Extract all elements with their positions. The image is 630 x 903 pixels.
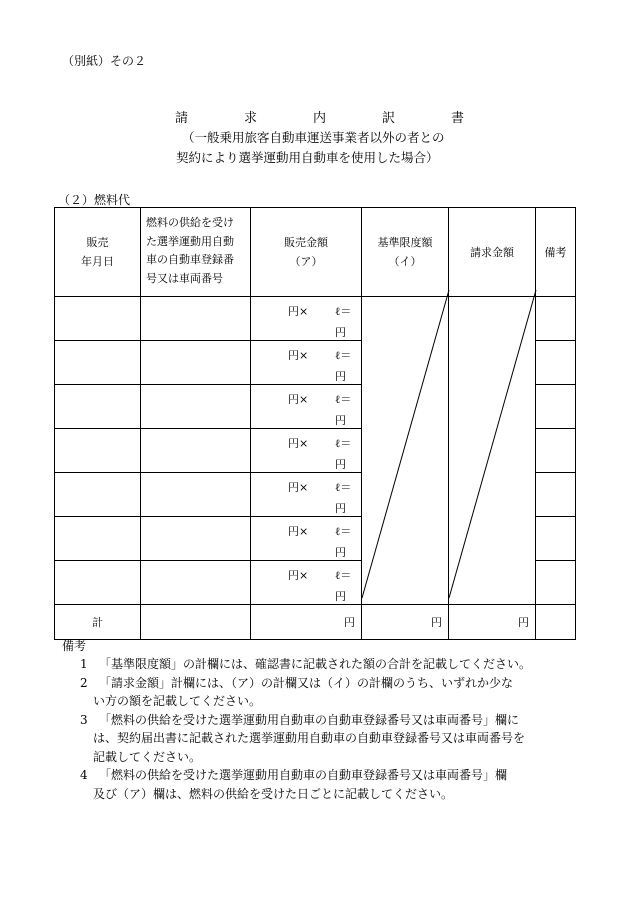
header-vehicle-line: た選挙運動用自動 — [146, 234, 234, 248]
total-limit-cell[interactable]: 円 — [362, 605, 449, 640]
yen-label: 円 — [335, 414, 346, 427]
yen-label: 円 — [335, 546, 346, 559]
subtitle-line-1: （一般乗用旅客自動車運送事業者以外の者との — [182, 130, 445, 145]
title-char: 内 — [313, 111, 327, 126]
header-vehicle-line: 号又は車両番号 — [146, 271, 223, 285]
vehicle-cell[interactable] — [141, 297, 251, 341]
total-remarks-cell[interactable] — [536, 605, 576, 640]
remarks-cell[interactable] — [536, 429, 576, 473]
note-number: 2 — [80, 676, 88, 690]
document-title — [0, 107, 630, 127]
title-char: 書 — [451, 111, 465, 126]
title-char: 請 — [175, 111, 189, 126]
yen-times-label: 円× — [288, 349, 309, 362]
date-cell[interactable] — [55, 341, 141, 385]
note-line: 記載してください。 — [93, 750, 202, 764]
yen-label: 円 — [335, 502, 346, 515]
remarks-cell[interactable] — [536, 385, 576, 429]
sales-cell[interactable] — [251, 297, 362, 341]
header-sales-line: （ア） — [289, 255, 323, 268]
note-line: 及び（ア）欄は、燃料の供給を受けた日ごとに記載してください。 — [93, 787, 454, 801]
date-cell[interactable] — [55, 297, 141, 341]
note-line: 「燃料の供給を受けた選挙運動用自動車の自動車登録番号又は車両番号」欄 — [99, 768, 508, 782]
header-date-line: 販売 — [86, 236, 109, 249]
yen-label: 円 — [335, 458, 346, 471]
header-limit-amount — [362, 208, 449, 297]
yen-label: 円 — [335, 370, 346, 383]
header-vehicle-number — [141, 208, 251, 297]
remarks-cell[interactable] — [536, 517, 576, 561]
remarks-cell[interactable] — [536, 341, 576, 385]
fuel-cost-table — [54, 207, 576, 640]
sales-cell[interactable] — [251, 473, 362, 517]
liter-equals-label: ℓ＝ — [335, 349, 352, 362]
note-line: 「請求金額」計欄には、（ア）の計欄又は（イ）の計欄のうち、いずれか少な — [99, 676, 514, 690]
header-claim-amount: 請求金額 — [449, 208, 536, 297]
remarks-cell[interactable] — [536, 561, 576, 605]
vehicle-cell[interactable] — [141, 473, 251, 517]
total-sales-cell[interactable]: 円 — [251, 605, 362, 640]
header-date-line: 年月日 — [81, 255, 114, 268]
yen-times-label: 円× — [288, 305, 309, 318]
yen-times-label: 円× — [288, 437, 309, 450]
total-vehicle-cell — [141, 605, 251, 640]
vehicle-cell[interactable] — [141, 385, 251, 429]
title-char: 訳 — [382, 111, 396, 126]
date-cell[interactable] — [55, 429, 141, 473]
section-heading: （２）燃料代 — [58, 193, 131, 207]
yen-label: 円 — [335, 326, 346, 339]
vehicle-cell[interactable] — [141, 561, 251, 605]
date-cell[interactable] — [55, 561, 141, 605]
yen-times-label: 円× — [288, 393, 309, 406]
table-row — [55, 297, 576, 341]
claim-cell-merged — [449, 297, 536, 605]
liter-equals-label: ℓ＝ — [335, 481, 352, 494]
remarks-cell[interactable] — [536, 473, 576, 517]
header-vehicle-line: 車の自動車登録番 — [146, 253, 234, 266]
note-number: 3 — [80, 713, 88, 727]
note-line: は、契約届出書に記載された選挙運動用自動車の自動車登録番号又は車両番号を — [93, 731, 526, 745]
header-sales-line: 販売金額 — [284, 236, 328, 249]
note-number: 1 — [80, 657, 88, 671]
yen-times-label: 円× — [288, 481, 309, 494]
header-vehicle-line: 燃料の供給を受け — [146, 216, 234, 229]
liter-equals-label: ℓ＝ — [335, 525, 352, 538]
vehicle-cell[interactable] — [141, 517, 251, 561]
sales-cell[interactable] — [251, 561, 362, 605]
liter-equals-label: ℓ＝ — [335, 437, 352, 450]
header-row — [55, 208, 576, 297]
liter-equals-label: ℓ＝ — [335, 569, 352, 582]
note-line: 「基準限度額」の計欄には、確認書に記載された額の合計を記載してください。 — [99, 657, 532, 671]
vehicle-cell[interactable] — [141, 429, 251, 473]
yen-times-label: 円× — [288, 525, 309, 538]
sales-cell[interactable] — [251, 385, 362, 429]
header-sale-date — [55, 208, 141, 297]
sales-cell[interactable] — [251, 341, 362, 385]
note-line: い方の額を記載してください。 — [93, 694, 262, 708]
limit-cell-merged — [362, 297, 449, 605]
yen-times-label: 円× — [288, 569, 309, 582]
header-sales-amount — [251, 208, 362, 297]
remarks-cell[interactable] — [536, 297, 576, 341]
notes-title: 備考 — [62, 639, 87, 653]
header-remarks: 備考 — [536, 208, 576, 297]
total-claim-cell[interactable]: 円 — [449, 605, 536, 640]
title-char: 求 — [244, 111, 258, 126]
date-cell[interactable] — [55, 517, 141, 561]
liter-equals-label: ℓ＝ — [335, 305, 352, 318]
header-limit-line: 基準限度額 — [377, 236, 433, 249]
yen-label: 円 — [335, 590, 346, 603]
note-number: 4 — [80, 768, 88, 782]
annex-label: （別紙）その２ — [62, 54, 147, 68]
header-limit-line: （イ） — [388, 255, 422, 268]
subtitle-line-2: 契約により選挙運動用自動車を使用した場合） — [176, 150, 439, 165]
sales-cell[interactable] — [251, 429, 362, 473]
liter-equals-label: ℓ＝ — [335, 393, 352, 406]
vehicle-cell[interactable] — [141, 341, 251, 385]
note-line: 「燃料の供給を受けた選挙運動用自動車の自動車登録番号又は車両番号」欄に — [99, 713, 520, 727]
date-cell[interactable] — [55, 385, 141, 429]
total-row — [55, 605, 576, 640]
sales-cell[interactable] — [251, 517, 362, 561]
total-label: 計 — [55, 605, 141, 640]
date-cell[interactable] — [55, 473, 141, 517]
